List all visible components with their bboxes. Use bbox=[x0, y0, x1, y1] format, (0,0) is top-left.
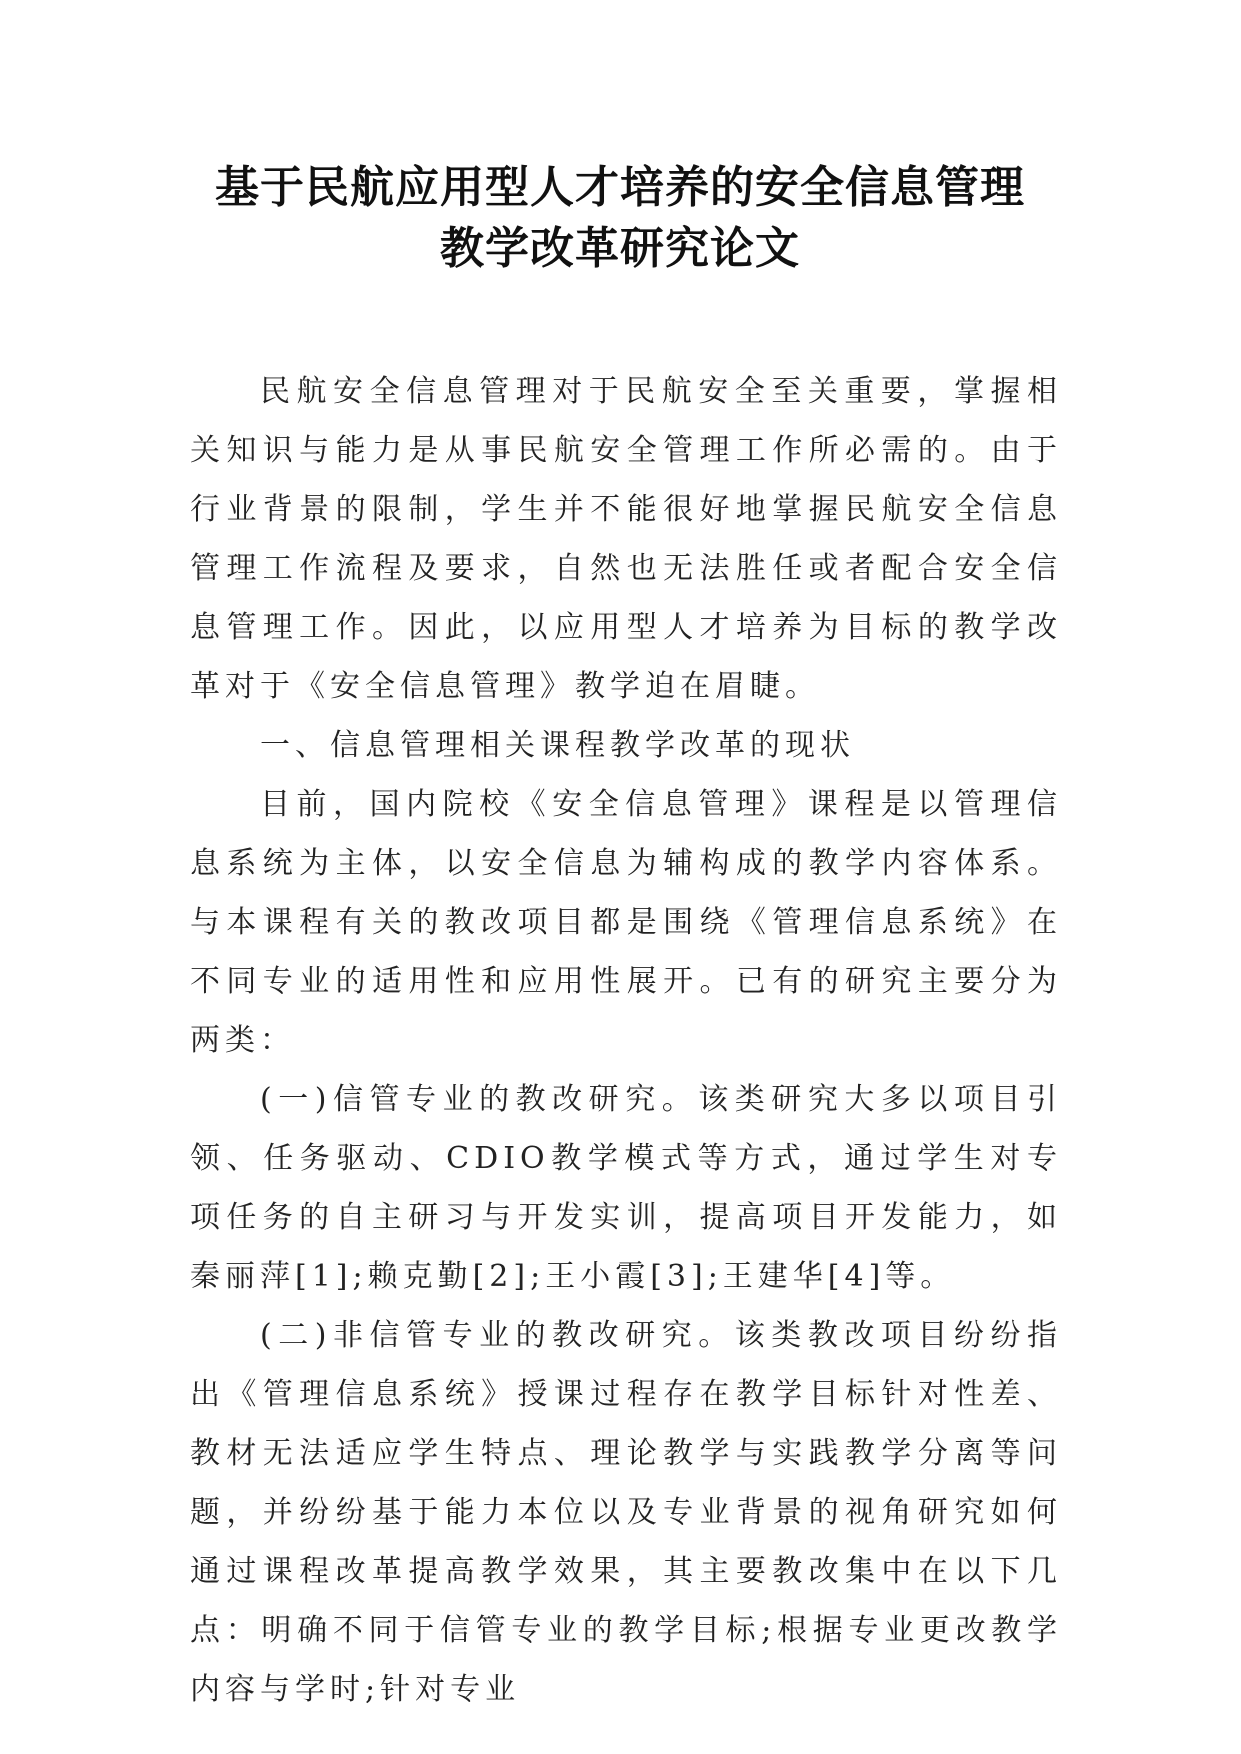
document-body bbox=[190, 362, 1062, 1719]
document-title-line-2: 教学改革研究论文 bbox=[440, 223, 800, 274]
paragraph-category-1: (一)信管专业的教改研究。该类研究大多以项目引领、任务驱动、CDIO教学模式等方式，通过学生对专项任务的自主研习与开发实训，提高项目开发能力，如秦丽萍[1];赖克勤[2];王小霞[3];王建华[4]等。 bbox=[190, 1082, 1062, 1294]
paragraph-category-2: (二)非信管专业的教改研究。该类教改项目纷纷指出《管理信息系统》授课过程存在教学目标针对性差、教材无法适应学生特点、理论教学与实践教学分离等问题，并纷纷基于能力本位以及专业背景的视角研究如何通过课程改革提高教学效果，其主要教改集中在以下几点：明确不同于信管专业的教学目标;根据专业更改教学内容与学时;针对专业 bbox=[190, 1318, 1062, 1707]
document-title-line-1: 基于民航应用型人才培养的安全信息管理 bbox=[215, 162, 1025, 213]
paragraph-current-status: 目前，国内院校《安全信息管理》课程是以管理信息系统为主体，以安全信息为辅构成的教学内容体系。与本课程有关的教改项目都是围绕《管理信息系统》在不同专业的适用性和应用性展开。已有的研究主要分为两类： bbox=[190, 787, 1062, 1058]
section-heading-1: 一、信息管理相关课程教学改革的现状 bbox=[260, 728, 855, 763]
paragraph-intro: 民航安全信息管理对于民航安全至关重要，掌握相关知识与能力是从事民航安全管理工作所必需的。由于行业背景的限制，学生并不能很好地掌握民航安全信息管理工作流程及要求，自然也无法胜任或者配合安全信息管理工作。因此，以应用型人才培养为目标的教学改革对于《安全信息管理》教学迫在眉睫。 bbox=[190, 374, 1062, 704]
